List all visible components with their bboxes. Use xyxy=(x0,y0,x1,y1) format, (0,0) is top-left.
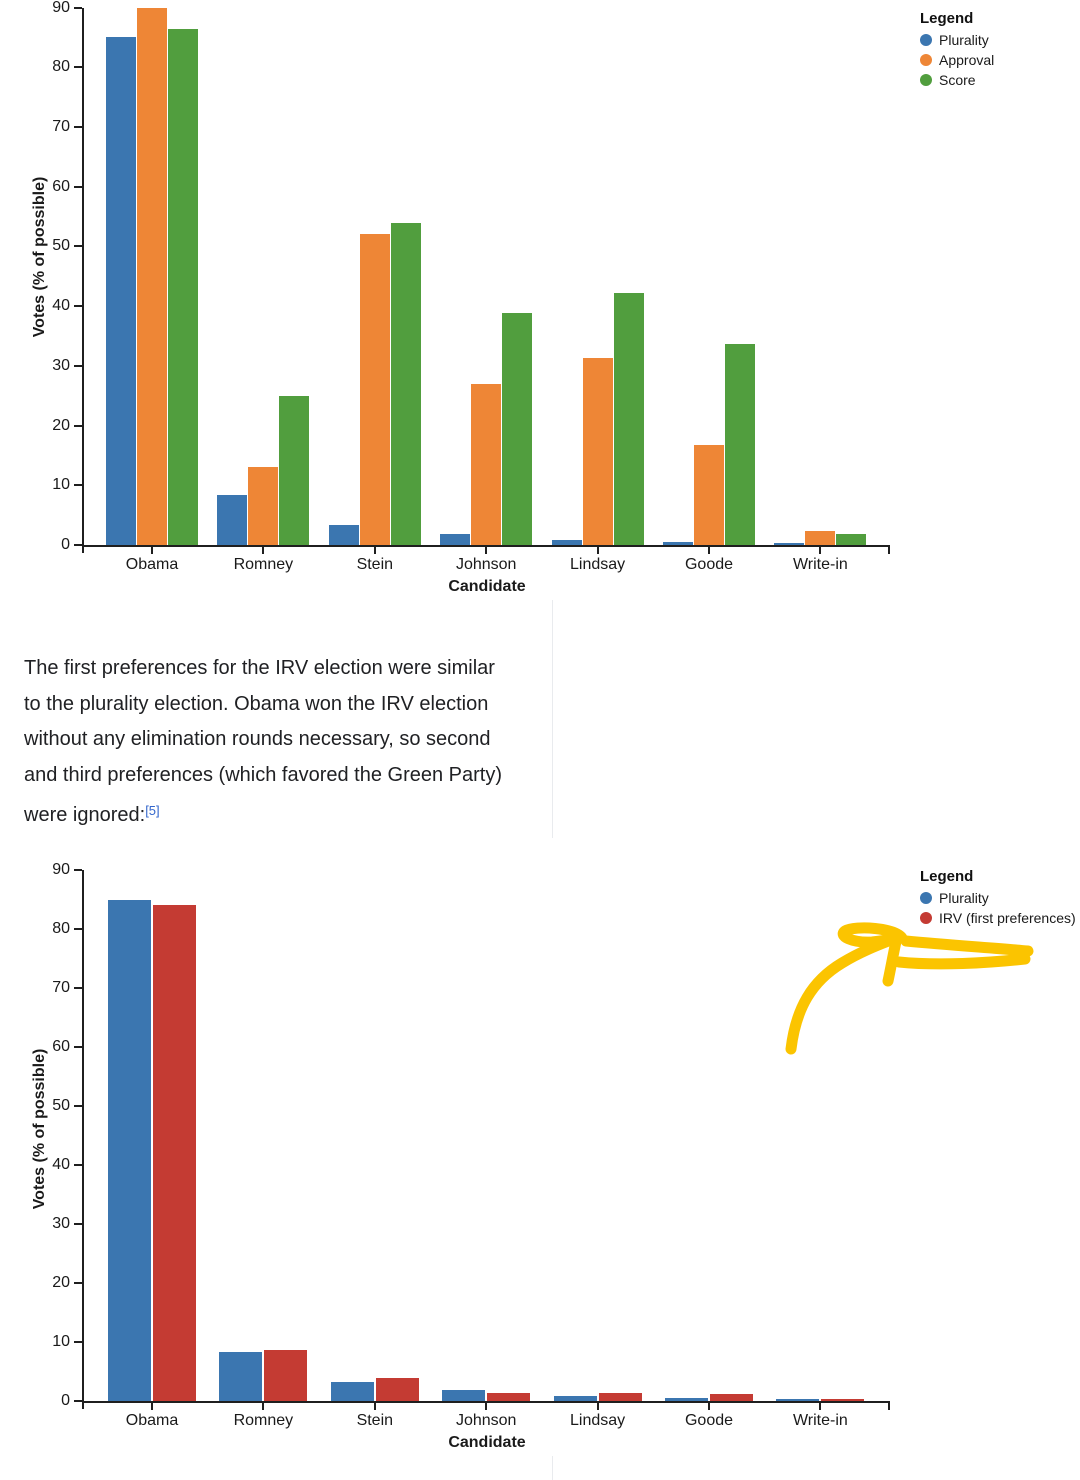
legend-item-label: Approval xyxy=(939,52,995,68)
y-tick-label: 40 xyxy=(52,1156,70,1173)
x-tick xyxy=(597,1403,599,1410)
y-tick-label: 10 xyxy=(52,1333,70,1350)
bar-plurality-stein xyxy=(331,1382,374,1401)
y-tick xyxy=(74,928,82,930)
category-label: Obama xyxy=(125,1412,179,1429)
paragraph-line: The first preferences for the IRV election were similar xyxy=(24,657,495,679)
x-axis-end-tick xyxy=(888,1403,890,1410)
category-label: Write-in xyxy=(792,1412,848,1429)
legend-title: Legend xyxy=(920,868,974,885)
bar-plurality-goode xyxy=(665,1398,708,1401)
bar-irv-first-preferences--stein xyxy=(376,1378,419,1401)
x-tick xyxy=(708,1403,710,1410)
paragraph-line: to the plurality election. Obama won the IRV election xyxy=(24,692,489,715)
bar-irv-first-preferences--obama xyxy=(153,905,196,1401)
y-tick-label: 40 xyxy=(52,297,70,315)
y-tick-label: 80 xyxy=(52,58,70,76)
x-tick xyxy=(151,1403,153,1410)
bar-plurality-johnson xyxy=(442,1390,485,1401)
category-label: Lindsay xyxy=(570,556,626,573)
x-tick xyxy=(485,1403,487,1410)
category-label: Stein xyxy=(356,1412,394,1429)
y-tick-label: 90 xyxy=(52,861,70,878)
y-tick xyxy=(74,987,82,989)
category-label: Johnson xyxy=(455,1412,517,1429)
category-label: Romney xyxy=(233,1412,294,1429)
y-tick-label: 80 xyxy=(52,920,70,937)
category-label: Lindsay xyxy=(570,1412,626,1429)
legend-item-label: Score xyxy=(939,72,976,88)
y-tick xyxy=(74,869,82,871)
bar-plurality-romney xyxy=(219,1352,262,1401)
legend-dot-irv-first-preferences- xyxy=(920,912,932,924)
y-tick-label: 20 xyxy=(52,1274,70,1291)
category-label: Goode xyxy=(684,556,734,573)
bar-irv-first-preferences--johnson xyxy=(487,1393,530,1401)
x-axis-title: Candidate xyxy=(448,1434,526,1451)
y-tick xyxy=(74,1164,82,1166)
y-tick-label: 30 xyxy=(52,356,70,374)
y-tick-label: 10 xyxy=(52,476,70,494)
bar-irv-first-preferences--goode xyxy=(710,1394,753,1401)
y-tick-label: 60 xyxy=(52,177,70,195)
y-tick xyxy=(74,1223,82,1225)
category-label: Stein xyxy=(356,556,394,573)
bar-irv-first-preferences--write-in xyxy=(821,1399,864,1401)
legend-item-label: Plurality xyxy=(939,890,989,906)
y-axis-title: Votes (% of possible) xyxy=(31,1048,48,1210)
y-tick-label: 70 xyxy=(52,979,70,996)
bar-plurality-obama xyxy=(108,900,151,1402)
y-tick-label: 30 xyxy=(52,1215,70,1232)
paragraph-line: and third preferences (which favored the Green Party) xyxy=(24,763,503,786)
y-tick xyxy=(74,1105,82,1107)
paragraph-line: without any elimination rounds necessary, so second xyxy=(24,728,491,750)
legend-title: Legend xyxy=(920,10,974,27)
y-tick xyxy=(74,1282,82,1284)
legend-dot-plurality xyxy=(920,892,932,904)
category-label: Romney xyxy=(233,556,294,573)
bar-irv-first-preferences--lindsay xyxy=(599,1393,642,1401)
legend-item xyxy=(920,908,1076,928)
x-tick xyxy=(262,1403,264,1410)
reference-link-5[interactable]: [5] xyxy=(145,803,160,818)
x-tick xyxy=(819,1403,821,1410)
y-axis-line xyxy=(82,870,84,1409)
y-axis-title: Votes (% of possible) xyxy=(31,176,48,338)
x-tick xyxy=(374,1403,376,1410)
y-tick-label: 0 xyxy=(61,536,70,553)
bar-irv-first-preferences--romney xyxy=(264,1350,307,1401)
paragraph-line-text: were ignored: xyxy=(24,804,146,826)
category-label: Johnson xyxy=(455,556,517,573)
y-tick xyxy=(74,1046,82,1048)
category-label: Obama xyxy=(125,556,179,573)
y-tick xyxy=(74,1341,82,1343)
bar-plurality-write-in xyxy=(776,1399,819,1401)
y-tick-label: 90 xyxy=(52,0,70,16)
category-label: Write-in xyxy=(792,556,848,573)
x-axis-title: Candidate xyxy=(448,578,526,595)
y-tick-label: 0 xyxy=(61,1392,70,1409)
y-tick-label: 60 xyxy=(52,1038,70,1055)
y-tick-label: 20 xyxy=(52,416,70,434)
bar-plurality-lindsay xyxy=(554,1396,597,1401)
legend-item-label: Plurality xyxy=(939,32,989,48)
y-tick-label: 50 xyxy=(52,1097,70,1114)
legend xyxy=(920,868,1076,928)
y-tick xyxy=(74,1400,82,1402)
y-tick-label: 70 xyxy=(52,117,70,135)
y-tick-label: 50 xyxy=(52,237,70,255)
legend-item xyxy=(920,888,1076,908)
category-label: Goode xyxy=(684,1412,734,1429)
legend-item-label: IRV (first preferences) xyxy=(939,910,1076,926)
